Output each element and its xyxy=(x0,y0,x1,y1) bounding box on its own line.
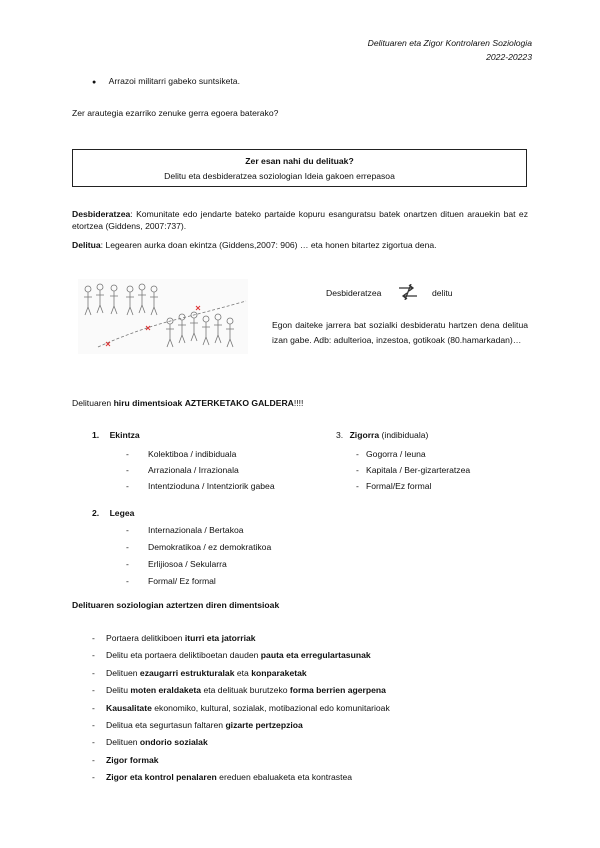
list-item-segment: moten eraldaketa xyxy=(130,685,202,696)
list-item-segment: eta xyxy=(234,667,252,678)
list-item-segment: Kausalitate xyxy=(106,702,152,713)
zigorra-item-text: Gogorra / leuna xyxy=(366,449,426,459)
desbideratzea-label: Desbideratzea xyxy=(72,209,131,219)
dimensions-heading-bold: hiru dimentsioak xyxy=(113,398,183,408)
list-item-segment: gizarte pertzepzioa xyxy=(225,720,303,731)
legea-item-text: Demokratikoa / ez demokratikoa xyxy=(148,542,272,552)
comparison-right: delitu xyxy=(432,288,453,298)
list-item-segment: Portaera delitkiboen xyxy=(106,633,185,643)
intro-bullet-text: Arrazoi militarri gabeko suntsiketa. xyxy=(108,76,240,86)
list-item-segment: pauta eta erregulartasunak xyxy=(260,650,371,661)
question-text: Zer arautegia ezarriko zenuke gerra egoera baterako? xyxy=(72,108,279,118)
legea-title: Legea xyxy=(109,508,135,518)
box-title: Zer esan nahi du delituak? xyxy=(245,156,354,166)
ekintza-heading xyxy=(92,430,140,442)
ekintza-item-text: Intentzioduna / Intentziorik gabea xyxy=(148,481,275,491)
dimensions-heading-prefix: Delituaren xyxy=(72,398,114,408)
list-item-segment: Delituen xyxy=(106,667,140,678)
comparison-left: Desbideratzea xyxy=(326,288,382,298)
list-item: - Formal/ Ez formal xyxy=(126,576,216,586)
list-item: - Delitu moten eraldaketa eta delituak burutzeko forma berrien agerpena xyxy=(92,685,386,696)
list-item-segment: Delitu xyxy=(106,685,131,696)
ekintza-title: Ekintza xyxy=(109,430,140,440)
list-item-segment: Zigor formak xyxy=(106,754,159,765)
list-item: - Delitua eta segurtasun faltaren gizarte pertzepzioa xyxy=(92,720,303,731)
page-header xyxy=(368,36,532,64)
intro-bullet xyxy=(92,76,240,88)
list-item-segment: Delituen xyxy=(106,737,140,748)
dimensions-heading-suffix: !!!! xyxy=(293,398,304,408)
list-item: - Demokratikoa / ez demokratikoa xyxy=(126,542,272,552)
delitua-text: : Legearen aurka doan ekintza (Giddens,2007: 906) … eta honen bitartez zigortua dena. xyxy=(100,240,437,250)
people-sketch-image xyxy=(78,279,248,354)
ekintza-item-text: Arrazionala / Irrazionala xyxy=(148,465,239,475)
definition-delitua xyxy=(72,240,528,252)
legea-number: 2. xyxy=(92,508,100,518)
list-item: - Zigor eta kontrol penalaren ereduen ebaluaketa eta kontrastea xyxy=(92,772,353,783)
list-item-segment: Delitua eta segurtasun faltaren xyxy=(106,720,226,731)
legea-item-text: Formal/ Ez formal xyxy=(148,576,216,586)
zigorra-heading xyxy=(336,430,428,442)
legea-item-text: Internazionala / Bertakoa xyxy=(148,525,244,535)
list-item: - Kausalitate ekonomiko, kultural, sozialak, motibazional edo komunitarioak xyxy=(92,702,390,713)
legea-list xyxy=(126,522,271,590)
list-item: - Arrazionala / Irrazionala xyxy=(126,465,239,475)
course-title: Delituaren eta Zigor Kontrolaren Soziologia xyxy=(367,38,532,48)
list-item-segment: iturri eta jatorriak xyxy=(184,633,256,643)
list-item: - Delituen ondorio sozialak xyxy=(92,737,208,748)
sociology-heading-text: Delituaren soziologian aztertzen diren dimentsioak xyxy=(72,600,280,610)
list-item: - Zigor formak xyxy=(92,754,159,765)
list-item-segment: eta delituak burutzeko xyxy=(201,685,290,696)
list-item: - Formal/Ez formal xyxy=(356,481,432,491)
ekintza-item-text: Kolektiboa / indibiduala xyxy=(148,449,237,459)
ekintza-number: 1. xyxy=(92,430,100,440)
list-item: - Kapitala / Ber-gizarteratzea xyxy=(356,465,471,475)
sociology-heading xyxy=(72,600,279,612)
sociology-list xyxy=(92,630,390,787)
list-item: - Delituen ezaugarri estrukturalak eta konparaketak xyxy=(92,667,307,678)
list-item-segment: Zigor eta kontrol penalaren xyxy=(106,772,217,783)
zigorra-list xyxy=(356,446,470,494)
legea-item-text: Erlijiosoa / Sekularra xyxy=(148,559,227,569)
topic-box xyxy=(72,149,527,187)
not-equal-arrows-icon xyxy=(397,284,419,300)
list-item-segment: Delitu eta portaera deliktiboetan dauden xyxy=(106,650,261,661)
definition-desbideratzea xyxy=(72,209,528,232)
zigorra-qualifier: (indibiduala) xyxy=(379,430,429,440)
zigorra-title: Zigorra xyxy=(349,430,380,440)
list-item: - Internazionala / Bertakoa xyxy=(126,525,244,535)
list-item-segment: forma berrien agerpena xyxy=(289,685,386,696)
comparison-text: Egon daiteke jarrera bat sozialki desbideratu hartzen dena delitua izan gabe. Adb: adulterioa, inzestoa, gotikoak (80.hamarkadan)… xyxy=(272,320,528,345)
list-item-segment: ezaugarri estrukturalak xyxy=(139,667,235,678)
list-item-segment: konparaketak xyxy=(251,667,307,678)
list-item: - Delitu eta portaera deliktiboetan dauden pauta eta erregulartasunak xyxy=(92,650,371,661)
course-year: 2022-20223 xyxy=(486,52,532,62)
list-item-segment: ereduen ebaluaketa eta kontrastea xyxy=(216,772,353,783)
list-item: - Gogorra / leuna xyxy=(356,449,426,459)
list-item: - Portaera delitkiboen iturri eta jatorriak xyxy=(92,633,256,643)
desbideratzea-text: : Komunitate edo jendarte bateko partaide kopuru esanguratsu batek onartzen dituen arauekin bat ez etortzea (Giddens, 2007:737). xyxy=(72,209,528,231)
list-item: - Intentzioduna / Intentziorik gabea xyxy=(126,481,275,491)
legea-heading xyxy=(92,508,134,520)
list-item: - Kolektiboa / indibiduala xyxy=(126,449,237,459)
bullet-icon: ● xyxy=(92,79,97,86)
zigorra-item-text: Formal/Ez formal xyxy=(366,481,432,491)
list-item-segment: ekonomiko, kultural, sozialak, motibazional edo komunitarioak xyxy=(151,702,390,713)
box-subtitle: Delitu eta desbideratzea soziologian Ideia gakoen errepasoa xyxy=(164,171,395,181)
zigorra-item-text: Kapitala / Ber-gizarteratzea xyxy=(366,465,471,475)
delitua-label: Delitua xyxy=(72,240,101,250)
list-item-segment: ondorio sozialak xyxy=(139,737,208,748)
dimensions-heading xyxy=(72,398,303,410)
list-item: - Erlijiosoa / Sekularra xyxy=(126,559,227,569)
zigorra-number: 3. xyxy=(336,430,344,440)
ekintza-list xyxy=(126,446,275,494)
dimensions-heading-caps: AZTERKETAKO GALDERA xyxy=(184,398,294,408)
